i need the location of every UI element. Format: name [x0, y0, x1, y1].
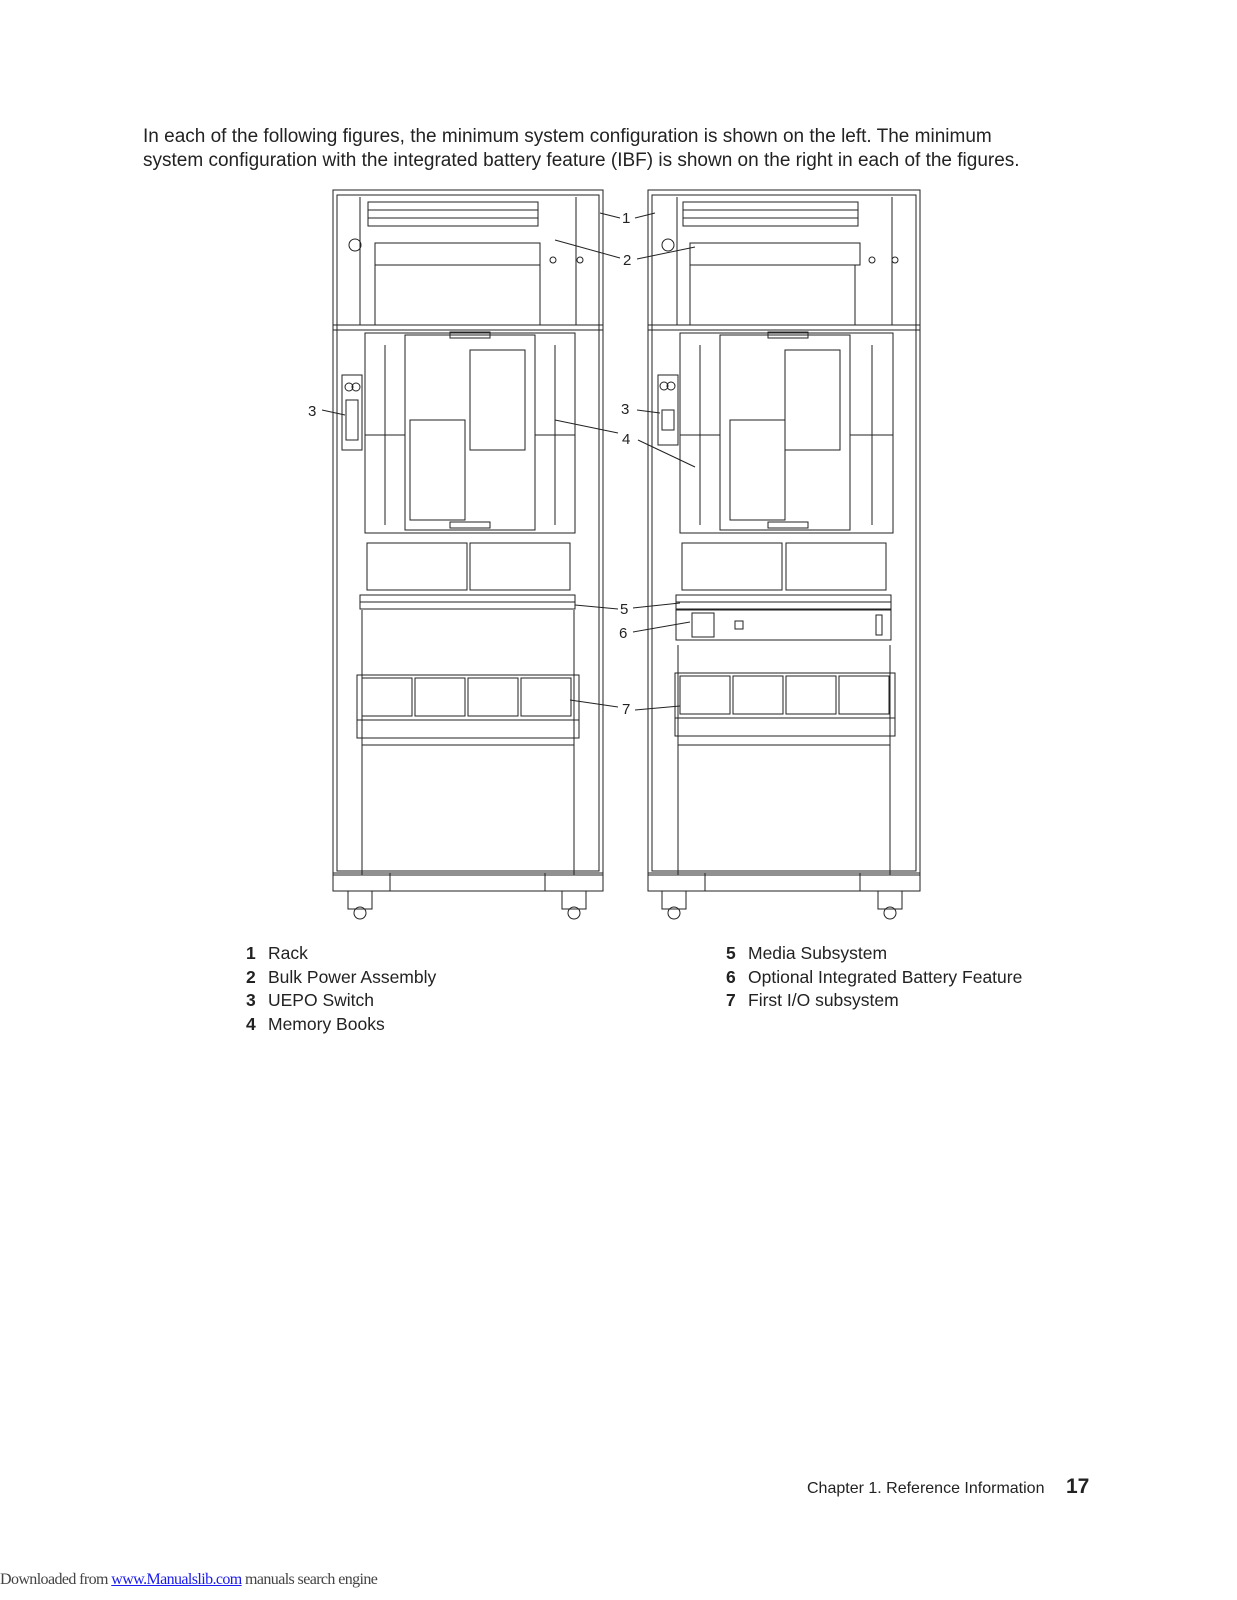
manualslib-link[interactable]: www.Manualslib.com [111, 1571, 242, 1588]
right-rack [648, 190, 920, 919]
legend-label: First I/O subsystem [748, 990, 899, 1010]
download-suffix: manuals search engine [241, 1571, 378, 1588]
leader-lines [322, 213, 695, 710]
legend-number: 4 [246, 1013, 256, 1034]
callout-3-right: 3 [621, 401, 630, 418]
callout-2: 2 [623, 252, 632, 269]
legend-label: Optional Integrated Battery Feature [748, 966, 1023, 987]
legend-label: Media Subsystem [748, 943, 888, 963]
legend-label: Bulk Power Assembly [268, 966, 437, 987]
legend-label: Rack [268, 943, 308, 963]
legend-item [726, 942, 1022, 966]
callout-numbers [308, 210, 631, 718]
legend-item [726, 966, 1022, 990]
legend-number: 5 [726, 943, 736, 963]
legend-number: 1 [246, 943, 256, 963]
legend-number: 2 [246, 966, 256, 987]
callout-7: 7 [622, 701, 631, 718]
callout-1: 1 [622, 210, 631, 227]
legend-item [246, 942, 436, 966]
legend-label: UEPO Switch [268, 990, 374, 1010]
legend-right [726, 942, 1022, 1013]
callout-5: 5 [620, 601, 629, 618]
callout-4: 4 [622, 431, 631, 448]
legend-item [726, 989, 1022, 1013]
legend-left [246, 942, 436, 1036]
rack-figure [300, 185, 940, 920]
legend-number: 3 [246, 990, 256, 1010]
callout-6: 6 [619, 625, 628, 642]
left-rack [333, 190, 603, 919]
footer-chapter-title: Chapter 1. Reference Information [807, 1480, 1045, 1497]
intro-paragraph [143, 125, 1103, 173]
callout-3-left: 3 [308, 403, 317, 420]
page-number: 17 [1066, 1475, 1090, 1498]
download-prefix: Downloaded from [0, 1571, 112, 1588]
legend-item [246, 989, 436, 1013]
intro-line-2: system configuration with the integrated battery feature (IBF) is shown on the right in each of the figures. [143, 150, 1020, 171]
legend-number: 6 [726, 966, 736, 987]
legend-number: 7 [726, 990, 736, 1010]
legend-label: Memory Books [268, 1013, 385, 1034]
legend-item [246, 1013, 436, 1037]
legend-item [246, 966, 436, 990]
intro-line-1: In each of the following figures, the minimum system configuration is shown on the left. The minimum [143, 126, 992, 147]
download-note [0, 1571, 377, 1589]
